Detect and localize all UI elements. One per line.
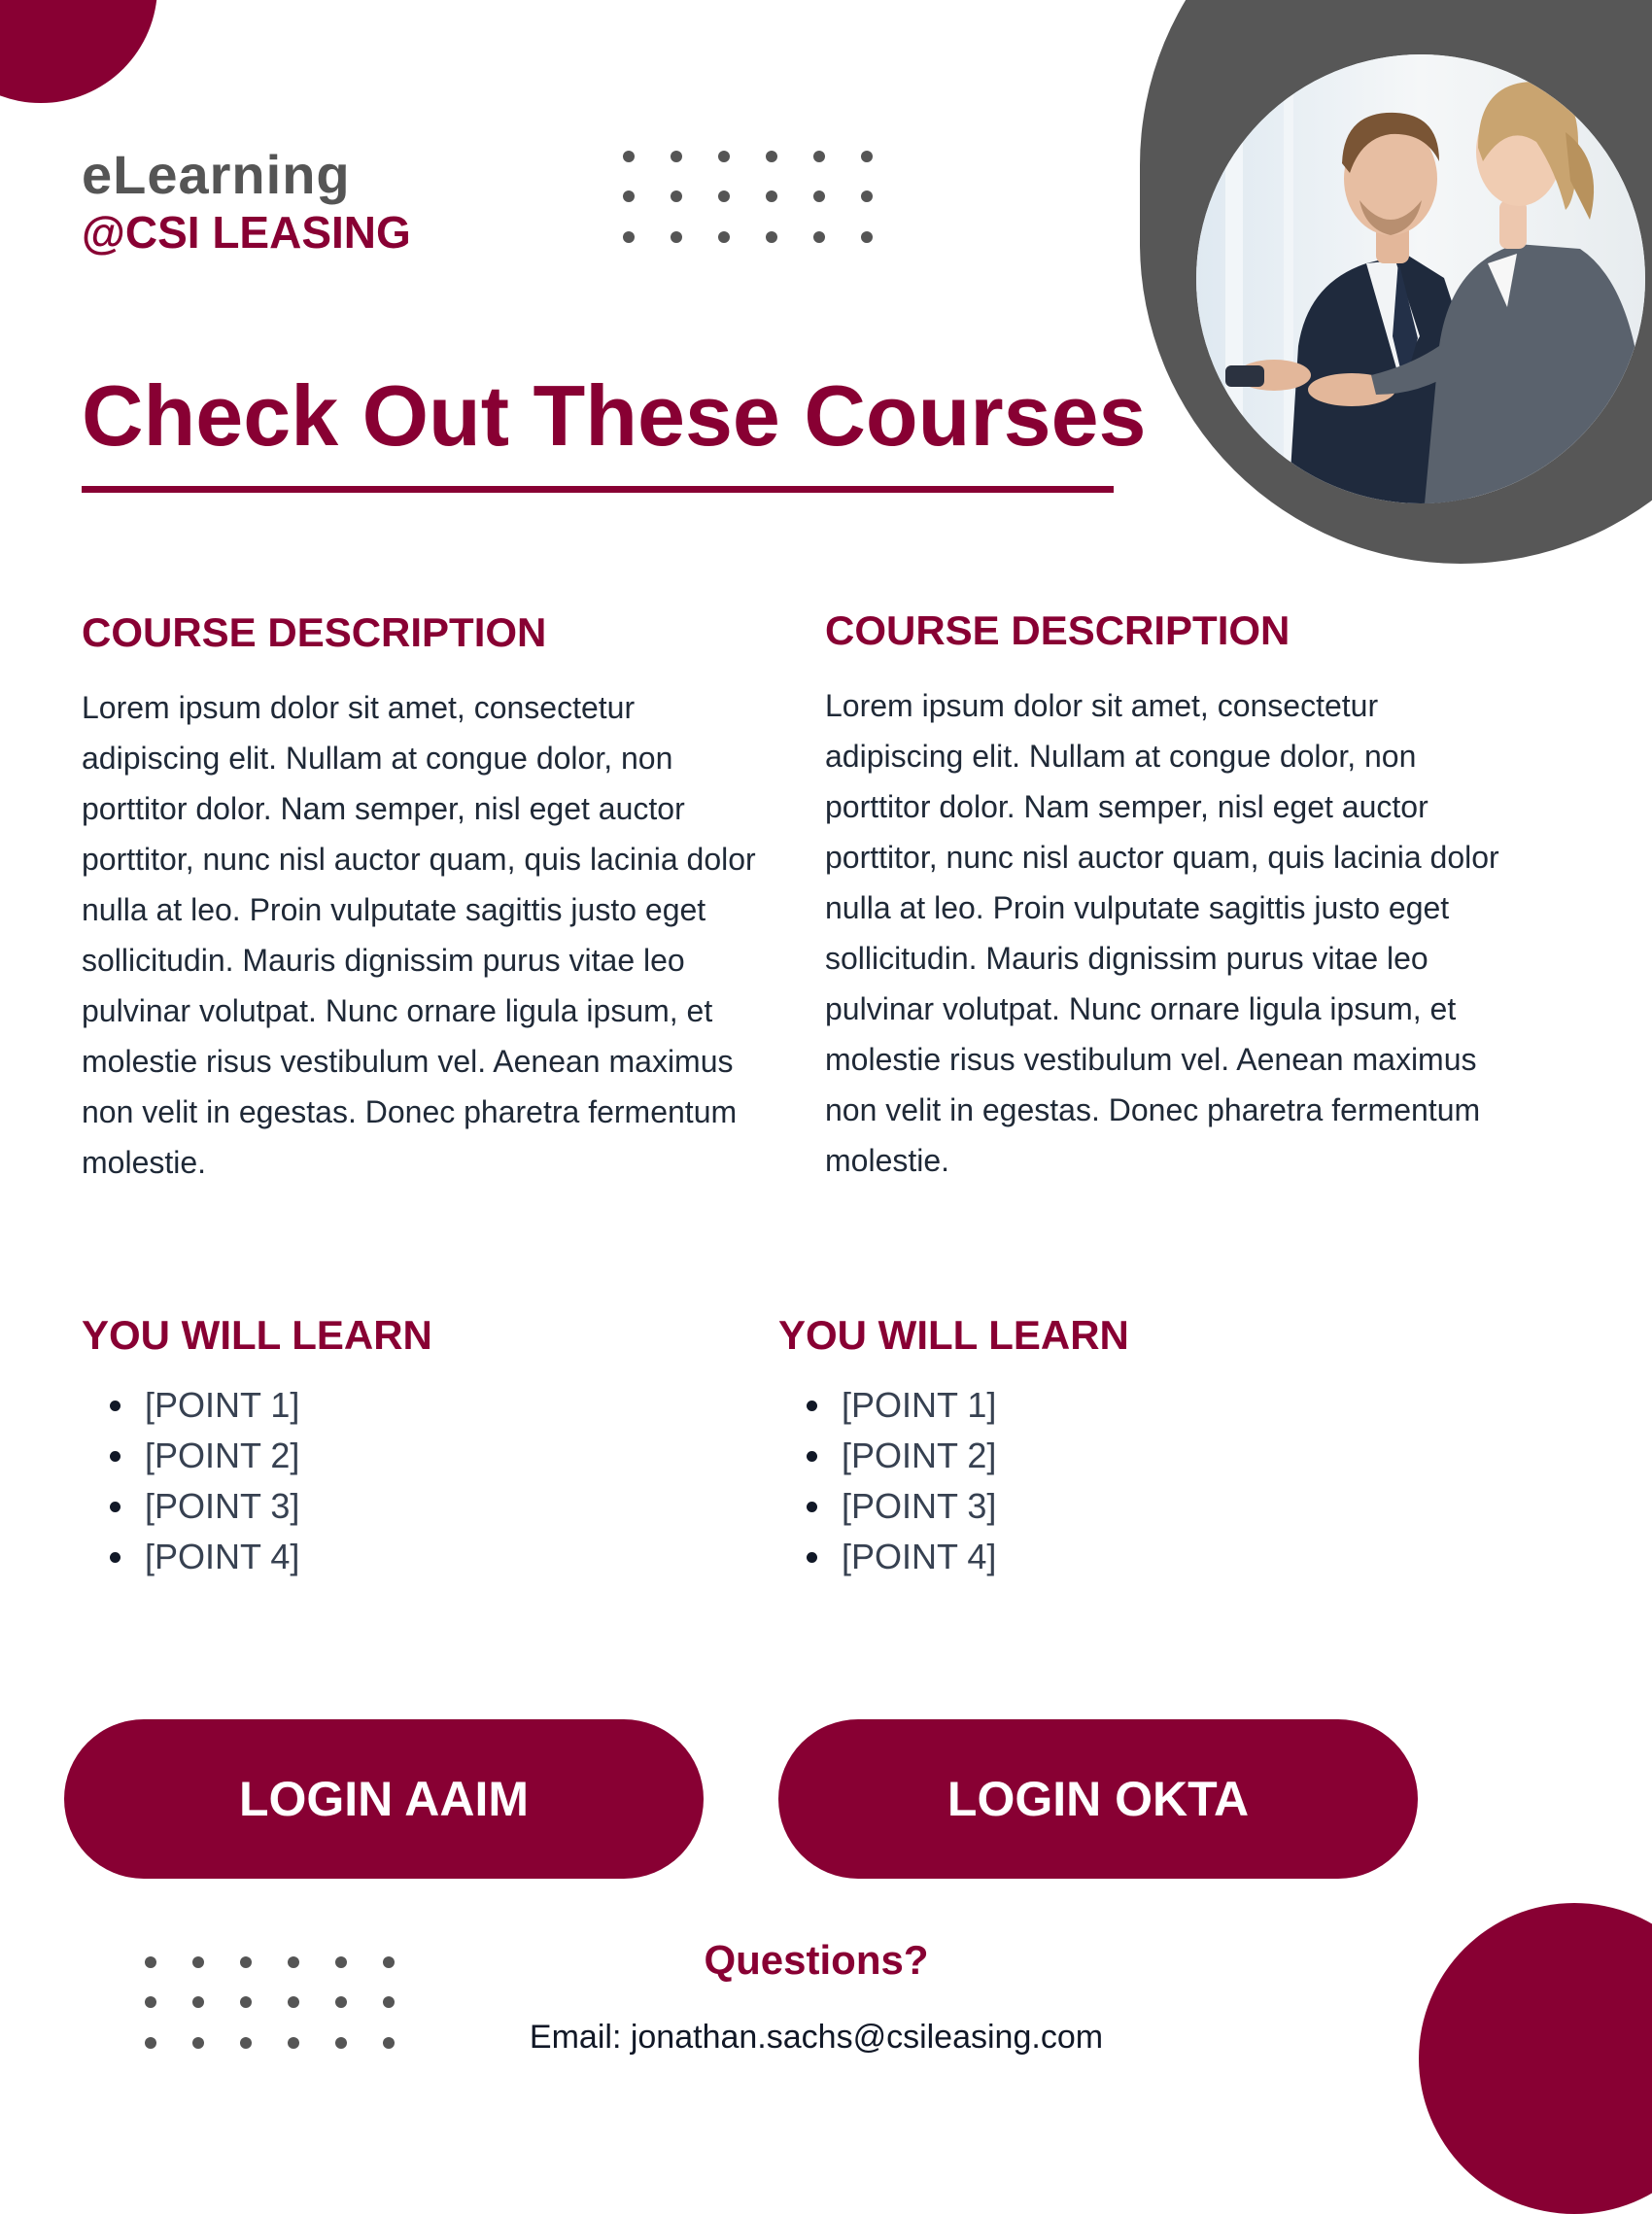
- course-1-learn-list: [82, 1380, 299, 1582]
- decorative-dot-grid-bottom: [145, 1956, 397, 2054]
- questions-heading: Questions?: [704, 1937, 929, 1983]
- decorative-dot: [813, 151, 825, 162]
- decorative-dot: [240, 1956, 252, 1968]
- bottom-right-accent-circle: [1419, 1903, 1652, 2214]
- decorative-dot: [813, 231, 825, 243]
- decorative-dot: [861, 151, 873, 162]
- decorative-dot: [335, 1956, 347, 1968]
- list-item: [POINT 2]: [82, 1431, 299, 1481]
- contact-email-link[interactable]: jonathan.sachs@csileasing.com: [630, 2019, 1104, 2056]
- page-title: Check Out These Courses: [82, 367, 1147, 464]
- decorative-dot: [335, 2037, 347, 2049]
- decorative-dot: [240, 1996, 252, 2008]
- course-1-description-heading: COURSE DESCRIPTION: [82, 609, 547, 655]
- decorative-dot: [718, 231, 730, 243]
- decorative-dot: [623, 190, 635, 202]
- decorative-dot-grid-top: [623, 151, 876, 248]
- decorative-dot: [383, 2037, 395, 2049]
- top-left-accent-circle: [0, 0, 157, 103]
- brand-line-csi-leasing: @CSI LEASING: [82, 207, 411, 258]
- decorative-dot: [192, 1996, 204, 2008]
- decorative-dot: [671, 231, 682, 243]
- decorative-dot: [718, 190, 730, 202]
- title-underline: [82, 486, 1114, 493]
- decorative-dot: [718, 151, 730, 162]
- photo-illustration: [1196, 54, 1645, 503]
- decorative-dot: [383, 1956, 395, 1968]
- brand-logo: [82, 144, 411, 258]
- course-2-description-heading: COURSE DESCRIPTION: [825, 607, 1291, 653]
- decorative-dot: [383, 1996, 395, 2008]
- decorative-dot: [145, 1996, 156, 2008]
- contact-email-line: [437, 2018, 1195, 2058]
- list-item: [POINT 3]: [82, 1481, 299, 1532]
- list-item: [POINT 1]: [778, 1380, 996, 1431]
- list-item: [POINT 2]: [778, 1431, 996, 1481]
- course-2-description: Lorem ipsum dolor sit amet, consectetur adipiscing elit. Nullam at congue dolor, non porttitor dolor. Nam semper, nisl eget auctor porttitor, nunc nisl auctor quam, quis lacinia dolor nulla at leo. Proin vulputate sagittis justo eget sollicitudin. Mauris dignissim purus vitae leo pulvinar volutpat. Nunc ornare ligula ipsum, et molestie risus vestibulum vel. Aenean maximus non velit in egestas. Donec pharetra fermentum molestie.: [825, 688, 1499, 1178]
- decorative-dot: [766, 190, 777, 202]
- decorative-dot: [288, 1956, 299, 1968]
- brand-line-elearning: eLearning: [82, 144, 351, 205]
- list-item: [POINT 3]: [778, 1481, 996, 1532]
- list-item: [POINT 4]: [82, 1532, 299, 1582]
- decorative-dot: [766, 151, 777, 162]
- decorative-dot: [671, 151, 682, 162]
- course-1-description: Lorem ipsum dolor sit amet, consectetur adipiscing elit. Nullam at congue dolor, non porttitor dolor. Nam semper, nisl eget auctor porttitor, nunc nisl auctor quam, quis lacinia dolor nulla at leo. Proin vulputate sagittis justo eget sollicitudin. Mauris dignissim purus vitae leo pulvinar volutpat. Nunc ornare ligula ipsum, et molestie risus vestibulum vel. Aenean maximus non velit in egestas. Donec pharetra fermentum molestie.: [82, 690, 756, 1180]
- login-aaim-button[interactable]: LOGIN AAIM: [64, 1719, 704, 1879]
- decorative-dot: [623, 151, 635, 162]
- decorative-dot: [288, 2037, 299, 2049]
- decorative-dot: [861, 231, 873, 243]
- list-item: [POINT 1]: [82, 1380, 299, 1431]
- decorative-dot: [145, 1956, 156, 1968]
- business-meeting-photo: [1196, 54, 1645, 503]
- email-label: Email:: [529, 2019, 622, 2056]
- decorative-dot: [813, 190, 825, 202]
- login-okta-button[interactable]: LOGIN OKTA: [778, 1719, 1418, 1879]
- decorative-dot: [192, 2037, 204, 2049]
- course-2-learn-list: [778, 1380, 996, 1582]
- decorative-dot: [766, 231, 777, 243]
- decorative-dot: [861, 190, 873, 202]
- decorative-dot: [335, 1996, 347, 2008]
- decorative-dot: [623, 231, 635, 243]
- decorative-dot: [671, 190, 682, 202]
- course-2-learn-heading: YOU WILL LEARN: [778, 1312, 1129, 1358]
- decorative-dot: [145, 2037, 156, 2049]
- decorative-dot: [288, 1996, 299, 2008]
- list-item: [POINT 4]: [778, 1532, 996, 1582]
- decorative-dot: [192, 1956, 204, 1968]
- decorative-dot: [240, 2037, 252, 2049]
- course-1-learn-heading: YOU WILL LEARN: [82, 1312, 432, 1358]
